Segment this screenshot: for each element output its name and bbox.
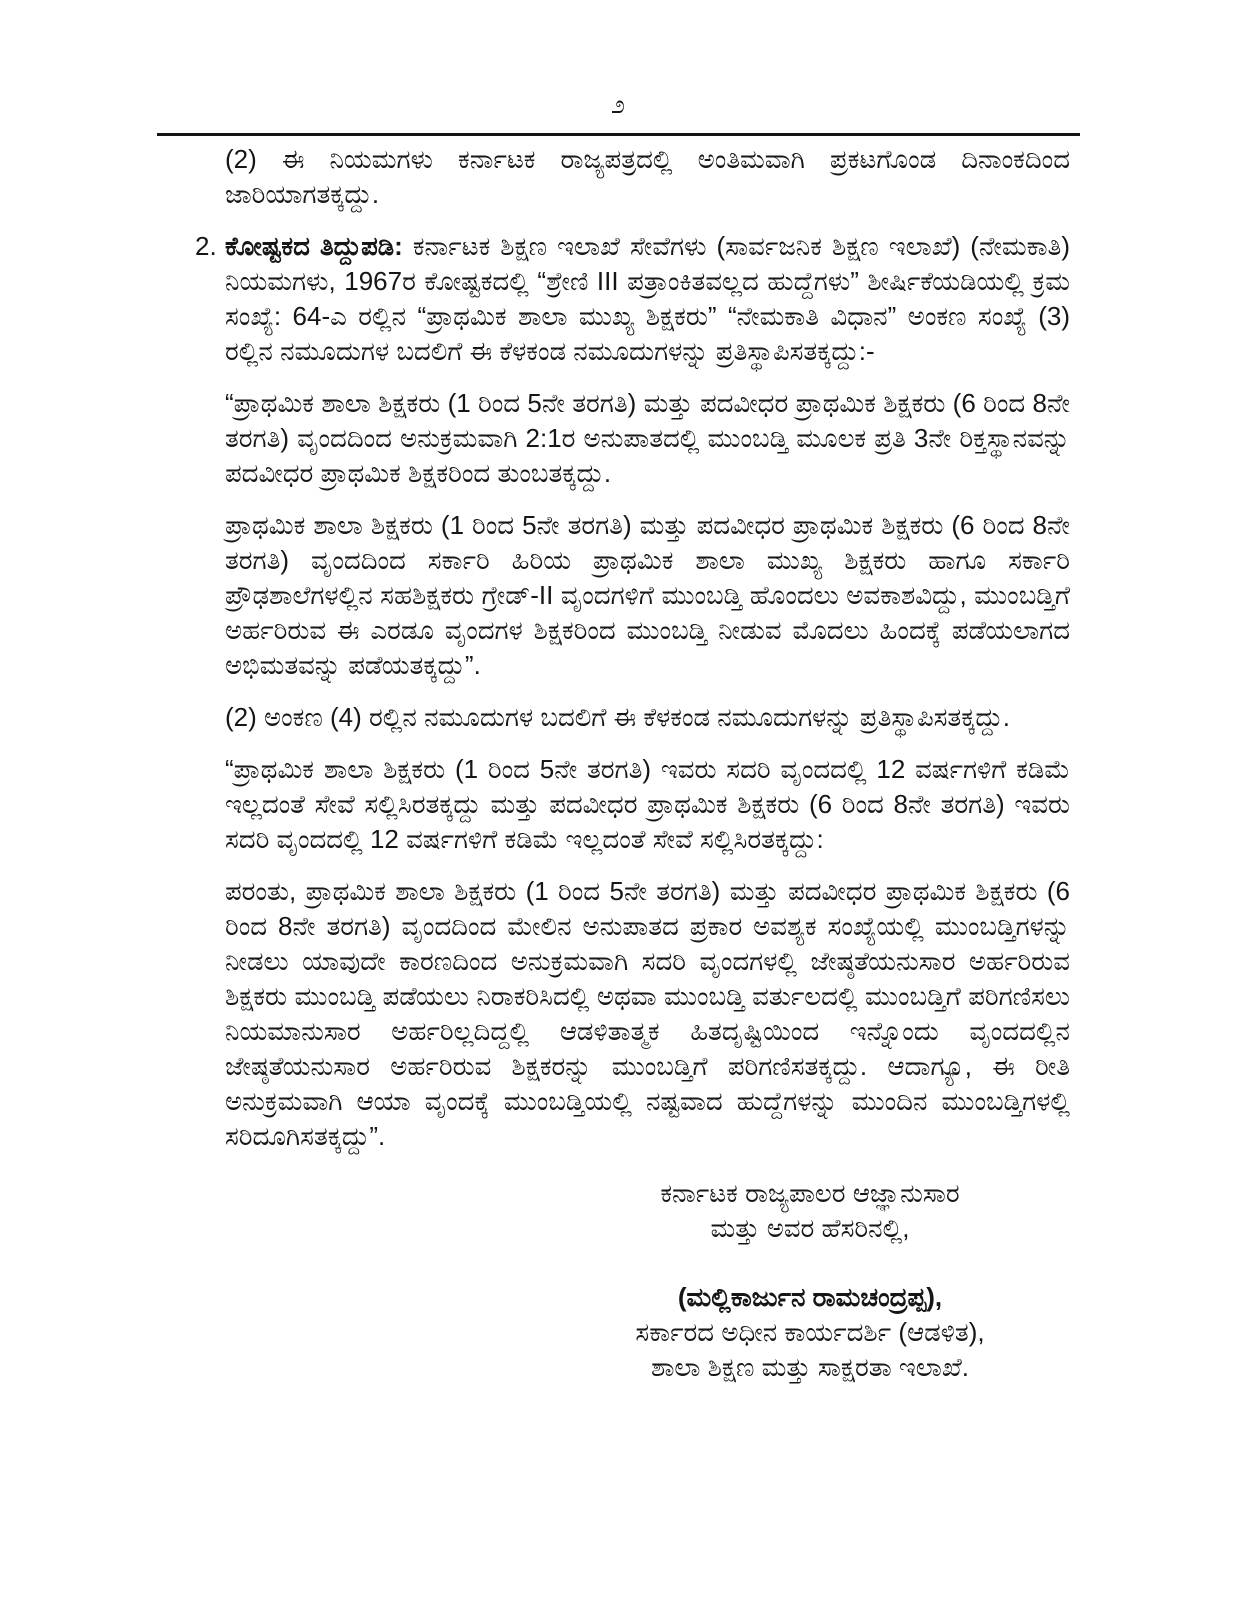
header-divider <box>157 133 1080 136</box>
substituted-entry-service-paragraph: “ಪ್ರಾಥಮಿಕ ಶಾಲಾ ಶಿಕ್ಷಕರು (1 ರಿಂದ 5ನೇ ತರಗತಿ) ಇವರು ಸದರಿ ವೃಂದದಲ್ಲಿ 12 ವರ್ಷಗಳಿಗೆ ಕಡಿಮೆ ಇಲ್ಲದಂತೆ ಸೇವೆ ಸಲ್ಲಿಸಿರತಕ್ಕದ್ದು ಮತ್ತು ಪದವೀಧರ ಪ್ರಾಥಮಿಕ ಶಿಕ್ಷಕರು (6 ರಿಂದ 8ನೇ ತರಗತಿ) ಇವರು ಸದರಿ ವೃಂದದಲ್ಲಿ 12 ವರ್ಷಗಳಿಗೆ ಕಡಿಮೆ ಇಲ್ಲದಂತೆ ಸೇವೆ ಸಲ್ಲಿಸಿರತಕ್ಕದ್ದು: <box>225 754 1070 854</box>
proviso-paragraph: ಪರಂತು, ಪ್ರಾಥಮಿಕ ಶಾಲಾ ಶಿಕ್ಷಕರು (1 ರಿಂದ 5ನೇ ತರಗತಿ) ಮತ್ತು ಪದವೀಧರ ಪ್ರಾಥಮಿಕ ಶಿಕ್ಷಕರು (6 ರಿಂದ 8ನೇ ತರಗತಿ) ವೃಂದದಿಂದ ಮೇಲಿನ ಅನುಪಾತದ ಪ್ರಕಾರ ಅವಶ್ಯಕ ಸಂಖ್ಯೆಯಲ್ಲಿ ಮುಂಬಡ್ತಿಗಳನ್ನು ನೀಡಲು ಯಾವುದೇ ಕಾರಣದಿಂದ ಅನುಕ್ರಮವಾಗಿ ಸದರಿ ವೃಂದಗಳಲ್ಲಿ ಜೇಷ್ಠತೆಯನುಸಾರ ಅರ್ಹರಿರುವ ಶಿಕ್ಷಕರು ಮುಂಬಡ್ತಿ ಪಡೆಯಲು ನಿರಾಕರಿಸಿದಲ್ಲಿ ಅಥವಾ ಮುಂಬಡ್ತಿ ವರ್ತುಲದಲ್ಲಿ ಮುಂಬಡ್ತಿಗೆ ಪರಿಗಣಿಸಲು ನಿಯಮಾನುಸಾರ ಅರ್ಹರಿಲ್ಲದಿದ್ದಲ್ಲಿ ಆಡಳಿತಾತ್ಮಕ ಹಿತದೃಷ್ಟಿಯಿಂದ ಇನ್ನೊಂದು ವೃಂದದಲ್ಲಿನ ಜೇಷ್ಠತೆಯನುಸಾರ ಅರ್ಹರಿರುವ ಶಿಕ್ಷಕರನ್ನು ಮುಂಬಡ್ತಿಗೆ ಪರಿಗಣಿಸತಕ್ಕದ್ದು. ಆದಾಗ್ಯೂ, ಈ ರೀತಿ ಅನುಕ್ರಮವಾಗಿ ಆಯಾ ವೃಂದಕ್ಕೆ ಮುಂಬಡ್ತಿಯಲ್ಲಿ ನಷ್ಟವಾದ ಹುದ್ದೆಗಳನ್ನು ಮುಂದಿನ ಮುಂಬಡ್ತಿಗಳಲ್ಲಿ ಸರಿದೂಗಿಸತಕ್ಕದ್ದು”. <box>225 876 1070 1151</box>
signature-block <box>550 1176 1070 1385</box>
substituted-entry-promotion-paragraph: ಪ್ರಾಥಮಿಕ ಶಾಲಾ ಶಿಕ್ಷಕರು (1 ರಿಂದ 5ನೇ ತರಗತಿ) ಮತ್ತು ಪದವೀಧರ ಪ್ರಾಥಮಿಕ ಶಿಕ್ಷಕರು (6 ರಿಂದ 8ನೇ ತರಗತಿ) ವೃಂದದಿಂದ ಸರ್ಕಾರಿ ಹಿರಿಯ ಪ್ರಾಥಮಿಕ ಶಾಲಾ ಮುಖ್ಯ ಶಿಕ್ಷಕರು ಹಾಗೂ ಸರ್ಕಾರಿ ಪ್ರೌಢಶಾಲೆಗಳಲ್ಲಿನ ಸಹಶಿಕ್ಷಕರು ಗ್ರೇಡ್-II ವೃಂದಗಳಿಗೆ ಮುಂಬಡ್ತಿ ಹೊಂದಲು ಅವಕಾಶವಿದ್ದು, ಮುಂಬಡ್ತಿಗೆ ಅರ್ಹರಿರುವ ಈ ಎರಡೂ ವೃಂದಗಳ ಶಿಕ್ಷಕರಿಂದ ಮುಂಬಡ್ತಿ ನೀಡುವ ಮೊದಲು ಹಿಂದಕ್ಕೆ ಪಡೆಯಲಾಗದ ಅಭಿಮತವನ್ನು ಪಡೆಯತಕ್ಕದ್ದು”. <box>225 510 1070 680</box>
item-body-text: ಕರ್ನಾಟಕ ಶಿಕ್ಷಣ ಇಲಾಖೆ ಸೇವೆಗಳು (ಸಾರ್ವಜನಿಕ ಶಿಕ್ಷಣ ಇಲಾಖೆ) (ನೇಮಕಾತಿ) ನಿಯಮಗಳು, 1967ರ ಕೋಷ್ಟಕದಲ್ಲಿ “ಶ್ರೇಣಿ III ಪತ್ರಾಂಕಿತವಲ್ಲದ ಹುದ್ದೆಗಳು” ಶೀರ್ಷಿಕೆಯಡಿಯಲ್ಲಿ ಕ್ರಮ ಸಂಖ್ಯೆ: 64-ಎ ರಲ್ಲಿನ “ಪ್ರಾಥಮಿಕ ಶಾಲಾ ಮುಖ್ಯ ಶಿಕ್ಷಕರು” “ನೇಮಕಾತಿ ವಿಧಾನ” ಅಂಕಣ ಸಂಖ್ಯೆ (3) ರಲ್ಲಿನ ನಮೂದುಗಳ ಬದಲಿಗೆ ಈ ಕೆಳಕಂಡ ನಮೂದುಗಳನ್ನು ಪ್ರತಿಸ್ಥಾಪಿಸತಕ್ಕದ್ದು:- <box>225 231 1070 366</box>
clause-column4-paragraph: (2) ಅಂಕಣ (4) ರಲ್ಲಿನ ನಮೂದುಗಳ ಬದಲಿಗೆ ಈ ಕೆಳಕಂಡ ನಮೂದುಗಳನ್ನು ಪ್ರತಿಸ್ಥಾಪಿಸತಕ್ಕದ್ದು. <box>225 702 1011 732</box>
by-order-line-1: ಕರ್ನಾಟಕ ರಾಜ್ಯಪಾಲರ ಆಜ್ಞಾನುಸಾರ <box>660 1178 960 1208</box>
item-heading: ಕೋಷ್ಟಕದ ತಿದ್ದುಪಡಿ: <box>225 231 403 261</box>
by-order-line-2: ಮತ್ತು ಅವರ ಹೆಸರಿನಲ್ಲಿ, <box>710 1213 910 1243</box>
substituted-entry-ratio-paragraph: “ಪ್ರಾಥಮಿಕ ಶಾಲಾ ಶಿಕ್ಷಕರು (1 ರಿಂದ 5ನೇ ತರಗತಿ) ಮತ್ತು ಪದವೀಧರ ಪ್ರಾಥಮಿಕ ಶಿಕ್ಷಕರು (6 ರಿಂದ 8ನೇ ತರಗತಿ) ವೃಂದದಿಂದ ಅನುಕ್ರಮವಾಗಿ 2:1ರ ಅನುಪಾತದಲ್ಲಿ ಮುಂಬಡ್ತಿ ಮೂಲಕ ಪ್ರತಿ 3ನೇ ರಿಕ್ತಸ್ಥಾನವನ್ನು ಪದವೀಧರ ಪ್ರಾಥಮಿಕ ಶಿಕ್ಷಕರಿಂದ ತುಂಬತಕ್ಕದ್ದು. <box>225 388 1070 488</box>
document-body <box>195 142 1070 1385</box>
clause-commencement-paragraph: (2) ಈ ನಿಯಮಗಳು ಕರ್ನಾಟಕ ರಾಜ್ಯಪತ್ರದಲ್ಲಿ ಅಂತಿಮವಾಗಿ ಪ್ರಕಟಗೊಂಡ ದಿನಾಂಕದಿಂದ ಜಾರಿಯಾಗತಕ್ಕದ್ದು. <box>225 144 1070 209</box>
signatory-name: (ಮಲ್ಲಿಕಾರ್ಜುನ ರಾಮಚಂದ್ರಪ್ಪ), <box>677 1282 943 1312</box>
item-number: 2. <box>195 231 217 261</box>
amendment-item-2 <box>195 229 1070 369</box>
signatory-designation: ಸರ್ಕಾರದ ಅಧೀನ ಕಾರ್ಯದರ್ಶಿ (ಆಡಳಿತ), <box>635 1317 985 1347</box>
signatory-department: ಶಾಲಾ ಶಿಕ್ಷಣ ಮತ್ತು ಸಾಕ್ಷರತಾ ಇಲಾಖೆ. <box>650 1352 969 1382</box>
page-number: ೨ <box>610 91 625 119</box>
